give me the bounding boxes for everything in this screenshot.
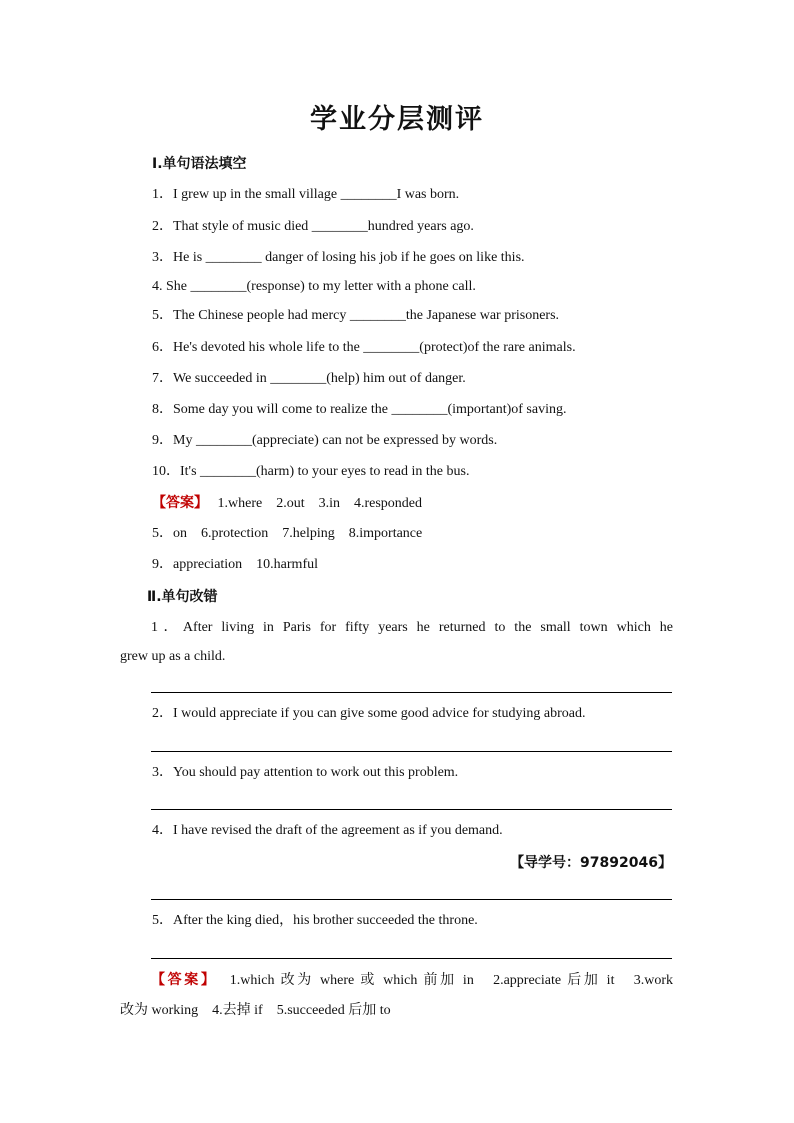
question-2: 2．That style of music died ________hundred years ago. [152,219,474,234]
guide-number: 【导学号：97892046】 [510,855,672,871]
answer-tag: 【答案】 [152,495,208,511]
correction-1-line1: 1．After living in Paris for fifty years he returned to the small town which he [151,620,673,635]
answer-line [151,809,672,810]
question-9: 9．My ________(appreciate) can not be expressed by words. [152,433,498,448]
question-3: 3．He is ________ danger of losing his job if he goes on like this. [152,250,525,265]
answer-line [151,899,672,900]
answer-row: 5．on 6.protection 7.helping 8.importance [152,526,423,541]
question-1: 1．I grew up in the small village ________I was born. [152,187,460,202]
answer-row [152,494,422,513]
answer-row [151,971,673,990]
answer-tag: 【答案】 [151,972,218,988]
correction-1-line2: grew up as a child. [120,649,226,664]
correction-4: 4．I have revised the draft of the agreement as if you demand. [152,823,503,838]
answer-line [151,692,672,693]
page-title: 学业分层测评 [310,104,484,135]
answer-text: 1.where 2.out 3.in 4.responded [217,496,423,511]
correction-2: 2．I would appreciate if you can give some good advice for studying abroad. [152,706,586,721]
answer-line [151,751,672,752]
section-heading: Ⅰ.单句语法填空 [152,156,247,172]
question-8: 8．Some day you will come to realize the ________(important)of saving. [152,402,567,417]
question-4: 4. She ________(response) to my letter with a phone call. [152,279,476,294]
correction-5: 5．After the king died，his brother succeeded the throne. [152,913,478,928]
question-7: 7．We succeeded in ________(help) him out of danger. [152,371,466,386]
answer-row: 9．appreciation 10.harmful [152,557,319,572]
answer-line [151,958,672,959]
question-10: 10．It's ________(harm) to your eyes to read in the bus. [152,464,470,479]
answer-text: 1.which 改为 where 或 which 前加 in 2.appreciate 后加 it 3.work [229,973,674,988]
question-6: 6．He's devoted his whole life to the ________(protect)of the rare animals. [152,340,576,355]
question-5: 5．The Chinese people had mercy ________the Japanese war prisoners. [152,308,560,323]
section-heading: Ⅱ.单句改错 [147,589,218,605]
correction-3: 3．You should pay attention to work out this problem. [152,765,459,780]
answer-row: 改为 working 4.去掉 if 5.succeeded 后加 to [120,1003,391,1018]
